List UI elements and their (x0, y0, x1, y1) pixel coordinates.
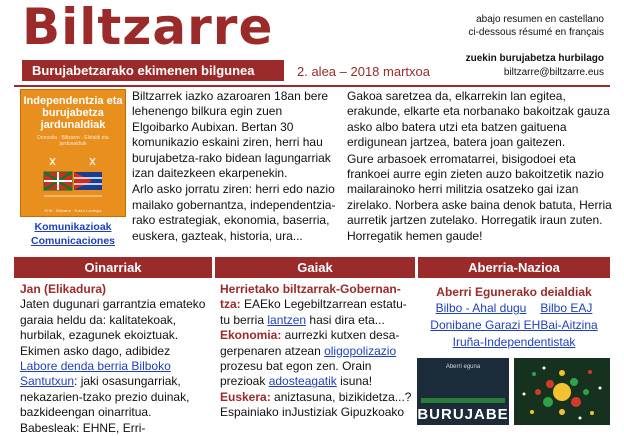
poster-band (421, 398, 505, 403)
poster-big-caption: BURUJABE (417, 406, 509, 423)
section-header-gaiak: Gaiak (215, 257, 415, 278)
column-oinarriak (20, 282, 210, 436)
economy-text-b: prozesu bat egon zen. Orain prezioak (220, 359, 372, 389)
oligopolizazio-link[interactable]: oligopolizazio (324, 343, 397, 358)
link-komunikazioak[interactable]: Komunikazioak (34, 221, 112, 233)
email-link[interactable]: biltzarre@biltzarre.eus (503, 67, 604, 78)
food-text-a: Jaten dugunari garrantzia emateko garaia heldu da: kalitatekoak, hurbilak, ezagunek ekoiztuak. Ekimen asko dago, adibidez (20, 297, 206, 358)
independence-poster-image[interactable] (514, 358, 610, 425)
intro-paragraph-2: Arlo asko jorratu ziren: herri edo nazio mailako gobernantza, independentzia-rako estrategiak, ekonomia, baserria, euskera, gazteak, historia, ura... (132, 182, 336, 243)
editorial-article (347, 89, 612, 245)
link-bilbo-ahal-dugu[interactable]: Bilbo - Ahal dugu (435, 301, 527, 315)
labore-store-link[interactable]: Labore denda berria Bilboko Santutxun (20, 359, 171, 389)
economy-text-c: isuna! (336, 374, 373, 389)
lang-note-es: abajo resumen en castellano (476, 14, 604, 25)
book-title: Independentzia eta burujabetza jardunaldiak (23, 95, 123, 131)
intro-paragraph-1: Biltzarrek iazko azaroaren 18an bere lehenengo bilkura egin zuen Elgoibarko Aubixan. Bertan 30 komunikazio eskaini ziren, herri hau burujabetza-rako bidean lagungarriak izan daitezkeen ekarpenekin. (132, 89, 331, 181)
food-heading: Jan (Elikadura) (20, 282, 107, 296)
book-cover-image[interactable] (20, 89, 126, 217)
language-text: aniztasuna, bizikidetza...? Espainiako inJustiziak Gipuzkoako (220, 389, 412, 420)
communications-links (20, 220, 126, 248)
language-item (220, 390, 412, 421)
aberri-links-row-3 (418, 334, 610, 351)
contact-block (466, 52, 604, 80)
editorial-paragraph-2: Gure arbasoek erromatarrei, bisigodoei eta frankoei aurre egin zieten auzo bakoitzetik nazio mailarainoko herri militzia osatzeko gai izan zirelako. Norbera aske baina denok batuta, Herria aurretik jartzen zutelako. Horregatik iraun zuten. Horregatik hemen gaude! (347, 151, 612, 243)
header-rule (14, 85, 610, 87)
motto: zuekin burujabetza hurbilago (465, 53, 604, 64)
food-text (20, 297, 210, 436)
link-comunicaciones[interactable]: Comunicaciones (30, 235, 116, 247)
link-donibane-garazi[interactable]: Donibane Garazi EHBai-Aitzina (430, 318, 598, 332)
economy-item (220, 328, 412, 390)
link-bilbo-eaj[interactable]: Bilbo EAJ (540, 301, 593, 315)
aberri-links-row-2 (418, 317, 610, 334)
food-text-b: : jaki osasungarriak, nekazarien-tzako prezio duinak, bazkideengan oinarritua. Babesleak: EHNE, Erri- (20, 374, 190, 435)
issue-label: 2. alea – 2018 martxoa (297, 64, 430, 79)
economy-text-a: aurrezki kutxen desa-gerpenaren atzean (220, 328, 400, 358)
masthead-subtitle: Burujabetzarako ekimenen bilgunea (22, 60, 284, 81)
language-notes (468, 13, 604, 39)
section-header-aberria-nazioa: Aberria-Nazioa (418, 257, 610, 278)
lantzen-link[interactable]: lantzen (267, 312, 307, 327)
intro-article (132, 89, 340, 245)
book-footer: EHK · Biltzarre · Kultur Lantegia (44, 208, 102, 213)
aberri-links-row-1 (418, 300, 610, 317)
governance-heading: Herrietako biltzarrak-Gobernan-tza: (220, 282, 401, 312)
column-aberria-nazioa (418, 282, 610, 351)
flags-illustration-icon (38, 152, 108, 204)
link-iruna-independentistak[interactable]: Iruña-Independentistak (452, 335, 576, 349)
editorial-paragraph-1: Gakoa saretzea da, elkarrekin lan egitea, erakunde, elkarte eta norbanako bakoitzak gauza asko albo batera utzi eta batzen gaituena erdigunean jartzea, batera joan gaitezen. (347, 89, 610, 150)
poster-small-caption: Aberri eguna (445, 364, 481, 370)
lang-note-fr: ci-dessous résumé en français (468, 27, 604, 38)
column-gaiak (220, 282, 412, 421)
language-heading: Euskera: (220, 389, 271, 404)
aberri-eguna-heading: Aberri Egunerako deialdiak (436, 285, 592, 299)
aberri-eguna-poster-image[interactable] (417, 358, 509, 425)
section-header-oinarriak: Oinarriak (14, 257, 212, 278)
masthead-title: Biltzarre (22, 0, 274, 56)
governance-text-a: EAEko Legebiltzarrean estatu-tu berria (220, 297, 407, 327)
book-subtitle: Donostia · Biltzarre · Ekitaldi eta jardunaldiak (37, 135, 109, 147)
governance-text-b: hasi dira eta... (306, 312, 385, 327)
dots-pattern-icon (514, 358, 610, 425)
economy-heading: Ekonomia: (220, 328, 282, 343)
governance-item (220, 282, 412, 328)
adosteagatik-link[interactable]: adosteagatik (268, 374, 337, 389)
